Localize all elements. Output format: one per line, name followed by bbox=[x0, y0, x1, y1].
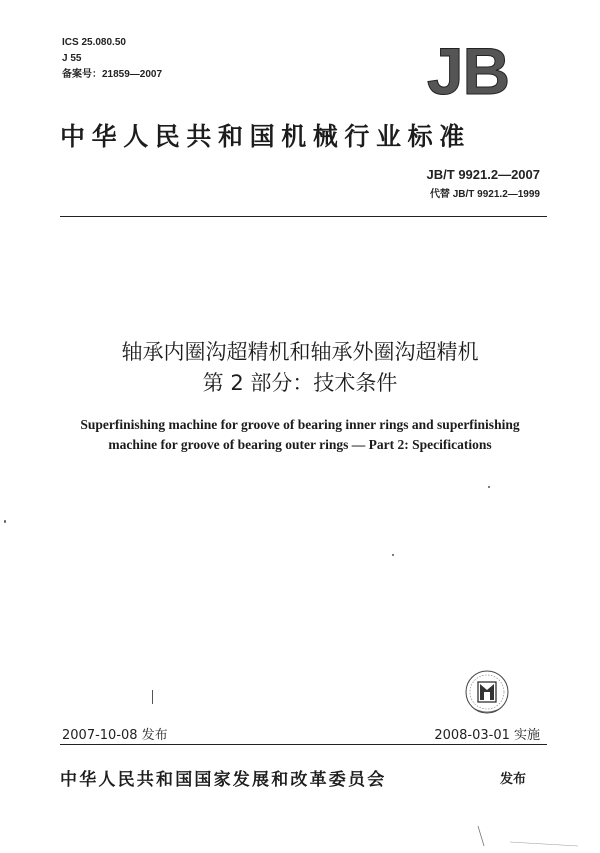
chinese-title-line-2: 第 2 部分：技术条件 bbox=[202, 371, 398, 395]
scan-speck bbox=[488, 486, 490, 488]
english-title-line-2: machine for groove of bearing outer rings — Part 2: Specifications bbox=[108, 437, 492, 452]
classification-code: J 55 bbox=[62, 53, 82, 64]
english-title-line-1: Superfinishing machine for groove of bearing inner rings and superfinishing bbox=[80, 417, 520, 432]
scan-speck bbox=[152, 690, 153, 704]
standard-number: JB/T 9921.2—2007 bbox=[426, 167, 540, 182]
jb-logo: JB bbox=[426, 34, 510, 108]
scan-speck bbox=[4, 520, 6, 523]
chinese-title-line-1: 轴承内圈沟超精机和轴承外圈沟超精机 bbox=[121, 340, 479, 364]
issuing-organization: 中华人民共和国国家发展和改革委员会 bbox=[60, 770, 387, 790]
registration-number: 备案号：21859—2007 bbox=[62, 69, 163, 80]
scan-mark bbox=[470, 820, 580, 850]
ics-code: ICS 25.080.50 bbox=[62, 37, 126, 48]
replaces-note: 代替 JB/T 9921.2—1999 bbox=[429, 189, 540, 200]
issue-date: 2007-10-08 发布 bbox=[62, 728, 168, 743]
implementation-date: 2008-03-01 实施 bbox=[434, 728, 540, 743]
issued-label: 发布 bbox=[500, 772, 527, 787]
bottom-divider bbox=[60, 744, 547, 745]
standard-title: 中华人民共和国机械行业标准 bbox=[60, 122, 471, 151]
publisher-emblem-icon bbox=[463, 668, 511, 720]
scan-speck bbox=[392, 554, 394, 556]
top-divider bbox=[60, 216, 547, 217]
